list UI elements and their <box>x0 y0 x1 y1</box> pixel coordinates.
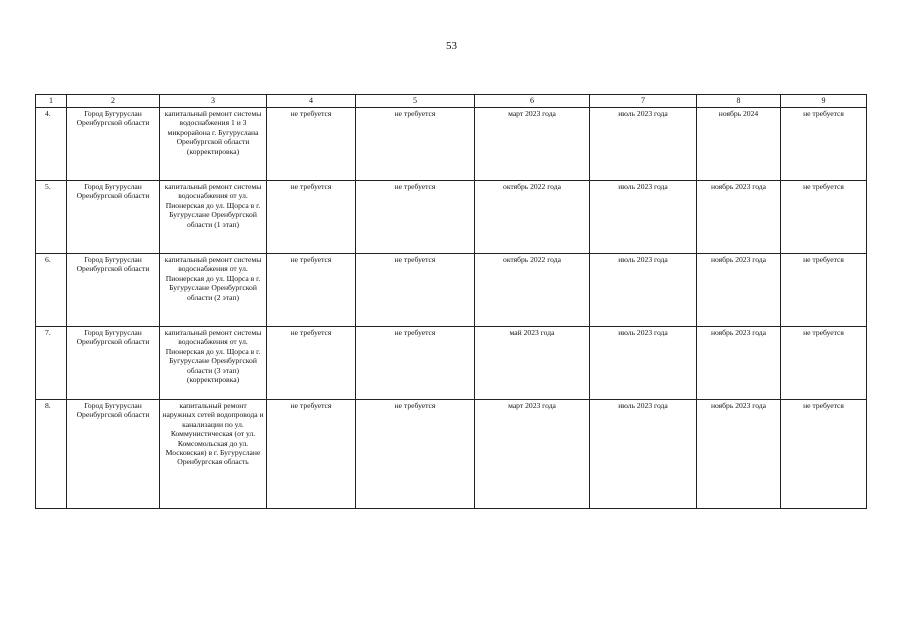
cell-col4: не требуется <box>267 108 356 181</box>
cell-col5: не требуется <box>356 181 475 254</box>
cell-col4: не требуется <box>267 254 356 327</box>
cell-col9: не требуется <box>781 108 867 181</box>
municipality-cell: Город Бугуруслан Оренбургской области <box>67 108 160 181</box>
page-number: 53 <box>446 40 457 52</box>
cell-col5: не требуется <box>356 254 475 327</box>
column-header: 1 <box>36 95 67 108</box>
object-cell: капитальный ремонт системы водоснабжения от ул. Пионерская до ул. Щорса в г. Бугуруслане Оренбургской области (3 этап) (корректировка) <box>160 327 267 400</box>
cell-col8: ноябрь 2023 года <box>697 181 781 254</box>
column-header: 6 <box>475 95 590 108</box>
object-cell: капитальный ремонт системы водоснабжения 1 и 3 микрорайона г. Бугуруслана Оренбургской области (корректировка) <box>160 108 267 181</box>
object-cell: капитальный ремонт системы водоснабжения от ул. Пионерская до ул. Щорса в г. Бугуруслане Оренбургской области (2 этап) <box>160 254 267 327</box>
cell-col9: не требуется <box>781 181 867 254</box>
cell-col7: июль 2023 года <box>590 108 697 181</box>
table-row <box>36 108 867 181</box>
column-header: 2 <box>67 95 160 108</box>
municipality-cell: Город Бугуруслан Оренбургской области <box>67 327 160 400</box>
cell-col5: не требуется <box>356 327 475 400</box>
cell-col9: не требуется <box>781 254 867 327</box>
row-number: 7. <box>36 327 67 400</box>
cell-col8: ноябрь 2023 года <box>697 327 781 400</box>
cell-col5: не требуется <box>356 108 475 181</box>
cell-col8: ноябрь 2024 <box>697 108 781 181</box>
cell-col9: не требуется <box>781 327 867 400</box>
row-number: 8. <box>36 400 67 509</box>
header-row <box>36 95 867 108</box>
municipality-cell: Город Бугуруслан Оренбургской области <box>67 400 160 509</box>
cell-col9: не требуется <box>781 400 867 509</box>
cell-col4: не требуется <box>267 400 356 509</box>
cell-col7: июль 2023 года <box>590 327 697 400</box>
cell-col6: октябрь 2022 года <box>475 181 590 254</box>
row-number: 4. <box>36 108 67 181</box>
cell-col6: май 2023 года <box>475 327 590 400</box>
table-row <box>36 400 867 509</box>
column-header: 5 <box>356 95 475 108</box>
cell-col8: ноябрь 2023 года <box>697 400 781 509</box>
cell-col6: март 2023 года <box>475 400 590 509</box>
cell-col4: не требуется <box>267 327 356 400</box>
cell-col8: ноябрь 2023 года <box>697 254 781 327</box>
column-header: 8 <box>697 95 781 108</box>
cell-col7: июль 2023 года <box>590 400 697 509</box>
table-row <box>36 181 867 254</box>
row-number: 6. <box>36 254 67 327</box>
table-row <box>36 327 867 400</box>
municipality-cell: Город Бугуруслан Оренбургской области <box>67 181 160 254</box>
column-header: 4 <box>267 95 356 108</box>
column-header: 3 <box>160 95 267 108</box>
object-cell: капитальный ремонт системы водоснабжения от ул. Пионерская до ул. Щорса в г. Бугуруслане Оренбургской области (1 этап) <box>160 181 267 254</box>
schedule-table <box>35 94 867 509</box>
column-header: 9 <box>781 95 867 108</box>
cell-col5: не требуется <box>356 400 475 509</box>
cell-col6: октябрь 2022 года <box>475 254 590 327</box>
cell-col6: март 2023 года <box>475 108 590 181</box>
cell-col4: не требуется <box>267 181 356 254</box>
cell-col7: июль 2023 года <box>590 254 697 327</box>
object-cell: капитальный ремонт наружных сетей водопровода и канализации по ул. Коммунистическая (от ул. Комсомольская до ул. Московская) в г. Бугуруслане Оренбургская область <box>160 400 267 509</box>
municipality-cell: Город Бугуруслан Оренбургской области <box>67 254 160 327</box>
cell-col7: июль 2023 года <box>590 181 697 254</box>
row-number: 5. <box>36 181 67 254</box>
table-row <box>36 254 867 327</box>
column-header: 7 <box>590 95 697 108</box>
